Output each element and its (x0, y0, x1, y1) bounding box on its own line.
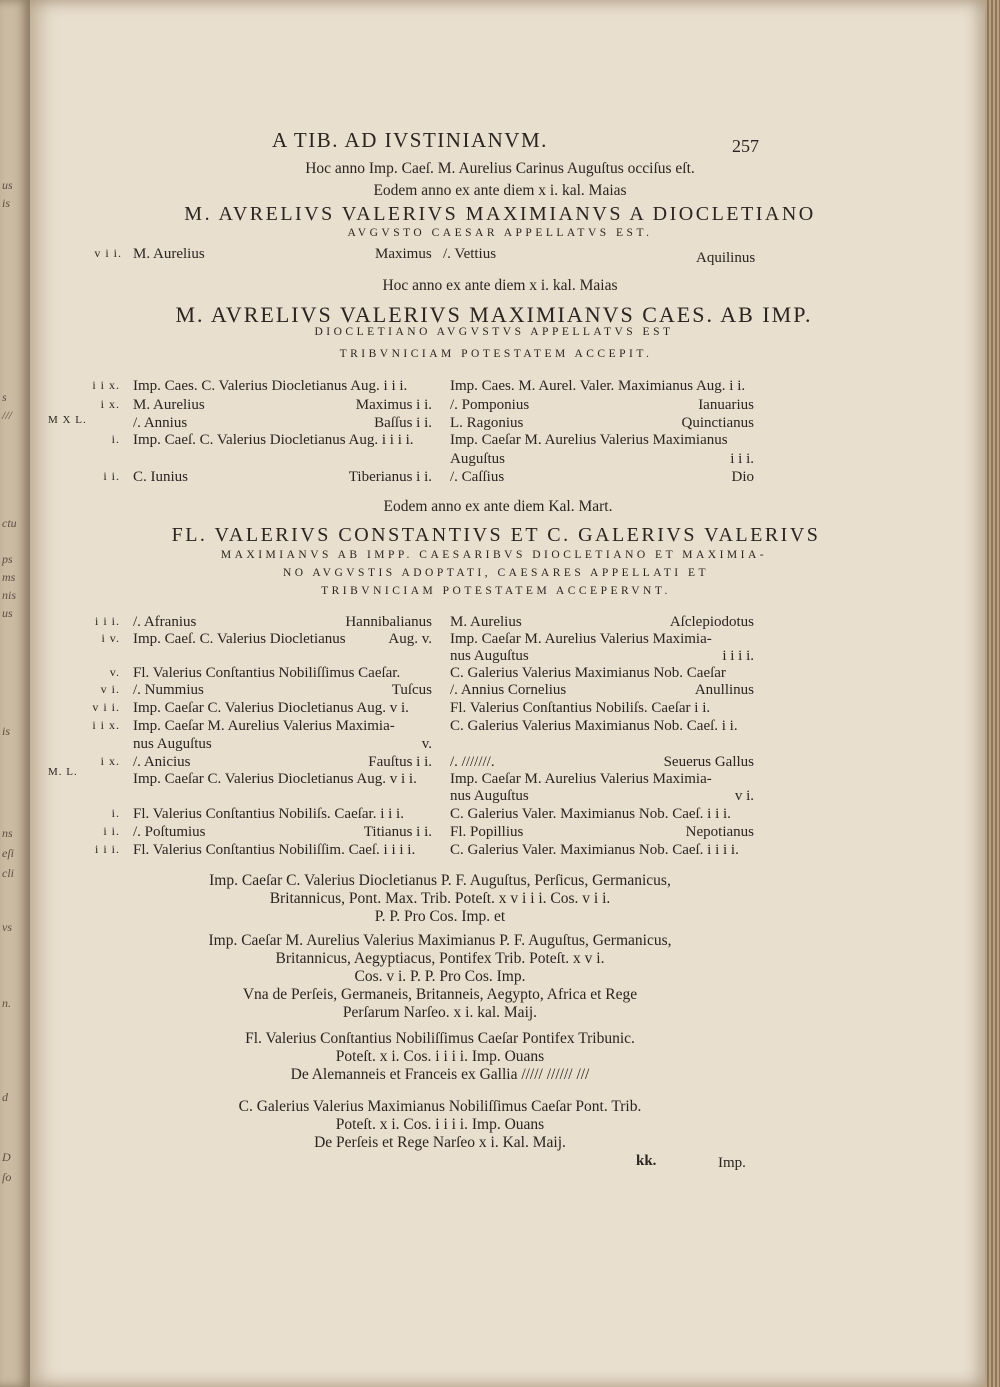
fasti-row (0, 700, 1000, 720)
consul-entry: Auguſtus (450, 451, 506, 467)
consul-cognomen: Maximus (375, 246, 432, 262)
facing-page-fragment: n. (2, 996, 11, 1010)
consul-entry: L. Ragonius (450, 415, 524, 431)
section3-subtitle: MAXIMIANVS AB IMPP. CAESARIBVS DIOCLETIANO ET MAXIMIA- (220, 549, 768, 561)
consul-entry: Imp. Caeſar C. Valerius Diocletianus Aug. v i i. (133, 771, 417, 787)
consul-entry: C. Galerius Valerius Maximianus Nob. Caeſar (450, 665, 726, 681)
consul-entry-right: Quinctianus (681, 415, 754, 431)
consul-entry: nus Auguſtus (133, 736, 212, 752)
consul-entry-right: Ianuarius (698, 397, 754, 413)
consul-entry-right: Baſſus i i. (374, 415, 432, 431)
consul-entry: C. Iunius (133, 469, 189, 485)
consul-entry: /. Nummius (133, 682, 204, 698)
facing-page-fragment: ctu (2, 516, 17, 530)
fasti-row (0, 397, 1000, 417)
consul-entry-right: Hannibalianus (345, 614, 432, 630)
consul-name: /. Vettius (443, 246, 497, 262)
consul-entry: /. Caſſius (450, 469, 505, 485)
consul-entry: Fl. Valerius Conſtantius Nobiliſſimus Caeſar. (133, 665, 401, 681)
consul-entry: Imp. Caeſar M. Aurelius Valerius Maximia- (450, 631, 712, 647)
fasti-row (0, 246, 1000, 266)
year-number: i. (111, 806, 120, 820)
consul-entry-right: Maximus i i. (355, 397, 432, 413)
consul-entry: Imp. Caeſar M. Aurelius Valerius Maximianus (450, 432, 728, 448)
consul-entry-right: Seuerus Gallus (663, 754, 754, 770)
consul-entry: Imp. Caes. C. Valerius Diocletianus Aug. i i i. (133, 378, 408, 394)
triumph-line: De Alemanneis et Franceis ex Gallia ///// ////// /// (290, 1066, 590, 1083)
fasti-row (0, 736, 1000, 756)
consul-entry: Fl. Valerius Conſtantius Nobiliſſim. Caeſ. i i i i. (133, 842, 416, 858)
facing-page-fragment: nis (2, 588, 17, 602)
running-title: A TIB. AD IVSTINIANVM. (272, 128, 548, 152)
year-number: i i. (103, 824, 120, 838)
consul-entry-right: Nepotianus (685, 824, 754, 840)
consul-entry-right: Fauſtus i i. (368, 754, 432, 770)
section2-subtitle: DIOCLETIANO AVGVSTVS APPELLATVS EST (314, 326, 674, 338)
consul-entry-right: Tuſcus (391, 682, 432, 698)
page-number: 257 (732, 136, 759, 156)
consul-entry: C. Galerius Valer. Maximianus Nob. Caeſ. i i i i. (450, 842, 739, 858)
section2-title: M. AVRELIVS VALERIVS MAXIMIANVS CAES. AB IMP. (175, 302, 813, 327)
consul-entry: Fl. Valerius Conſtantius Nobiliſs. Caeſar. i i i. (133, 806, 404, 822)
year-number: v i i. (92, 700, 120, 714)
triumph-line: Cos. v i. P. P. Pro Cos. Imp. (354, 968, 526, 985)
triumph-line: Fl. Valerius Conſtantius Nobiliſſimus Caeſar Pontifex Tribunic. (245, 1030, 635, 1047)
section3-title: FL. VALERIVS CONSTANTIVS ET C. GALERIVS VALERIVS (171, 524, 821, 546)
fasti-row (0, 824, 1000, 844)
consul-entry: Imp. Caeſar C. Valerius Diocletianus Aug. v i. (133, 700, 409, 716)
consul-entry: Imp. Caeſ. C. Valerius Diocletianus (133, 631, 346, 647)
consul-entry: nus Auguſtus (450, 648, 529, 664)
consul-entry: M. Aurelius (133, 397, 205, 413)
triumph-line: Vna de Perſeis, Germaneis, Britanneis, Aegypto, Africa et Rege (242, 986, 638, 1003)
consul-entry: /. Anicius (133, 754, 191, 770)
triumph-line: Britannicus, Aegyptiacus, Pontifex Trib. Poteſt. x v i. (275, 950, 605, 967)
facing-page-fragment: ſo (2, 1170, 12, 1184)
triumph-line: C. Galerius Valerius Maximianus Nobiliſſimus Caeſar Pont. Trib. (238, 1098, 642, 1115)
triumph-line: De Perſeis et Rege Narſeo x i. Kal. Maij. (314, 1134, 566, 1151)
fasti-row (0, 432, 1000, 452)
year-number: v i i. (94, 246, 122, 260)
fasti-row (0, 788, 1000, 808)
facing-page-fragment: cli (2, 866, 14, 880)
facing-page-fragment: us (2, 606, 13, 620)
triumph-line: Britannicus, Pont. Max. Trib. Poteſt. x v i i i. Cos. v i i. (269, 890, 611, 907)
facing-page-fragment: is (2, 724, 11, 738)
consul-entry-right: Titianus i i. (363, 824, 432, 840)
consul-entry: Fl. Valerius Conſtantius Nobiliſs. Caeſar i i. (450, 700, 711, 716)
consul-entry-right: Aug. v. (388, 631, 432, 647)
fasti-row (0, 469, 1000, 489)
consul-entry-right: i i i i. (722, 648, 754, 664)
section1-line2: Eodem anno ex ante diem x i. kal. Maias (373, 182, 627, 199)
facing-page-fragment: d (2, 1090, 8, 1104)
section2-subtitle: TRIBVNICIAM POTESTATEM ACCEPIT. (339, 348, 653, 360)
section3-line1: Eodem anno ex ante diem Kal. Mart. (383, 498, 613, 515)
consul-entry: Imp. Caeſar M. Aurelius Valerius Maximia- (133, 718, 395, 734)
section1-title: M. AVRELIVS VALERIVS MAXIMIANVS A DIOCLETIANO (184, 203, 816, 225)
consul-entry: C. Galerius Valerius Maximianus Nob. Caeſ. i i. (450, 718, 738, 734)
consul-entry-right: Anullinus (694, 682, 754, 698)
facing-page-fragment: ms (2, 570, 16, 584)
triumph-line: P. P. Pro Cos. Imp. et (374, 908, 506, 925)
section1-subtitle: AVGVSTO CAESAR APPELLATVS EST. (347, 227, 653, 239)
facing-page-fragment: eſi (2, 846, 14, 860)
year-number: i i x. (92, 718, 120, 732)
consul-entry: /. Pomponius (450, 397, 530, 413)
consul-entry: Imp. Caeſ. C. Valerius Diocletianus Aug. i i i i. (133, 432, 414, 448)
consul-entry: Fl. Popillius (450, 824, 524, 840)
year-number: i i x. (92, 378, 120, 392)
triumph-line: Perſarum Narſeo. x i. kal. Maij. (342, 1004, 538, 1021)
consul-entry: Imp. Caeſar M. Aurelius Valerius Maximia- (450, 771, 712, 787)
facing-page-fragment: D (2, 1150, 11, 1164)
consul-entry: Imp. Caes. M. Aurel. Valer. Maximianus Aug. i i. (450, 378, 746, 394)
facing-page-fragment: us (2, 178, 13, 192)
section3-subtitle: TRIBVNICIAM POTESTATEM ACCEPERVNT. (321, 585, 671, 597)
facing-page-fragment: ns (2, 826, 13, 840)
fasti-row (0, 451, 1000, 471)
fasti-row (0, 682, 1000, 702)
consul-entry: /. Afranius (133, 614, 197, 630)
consul-entry: M. Aurelius (450, 614, 522, 630)
facing-page-fragment: s (2, 390, 7, 404)
year-number: i x. (100, 397, 120, 411)
year-number: i. (111, 432, 120, 446)
consul-entry-right: Dio (731, 469, 754, 485)
section2-line1: Hoc anno ex ante diem x i. kal. Maias (382, 277, 618, 294)
catchword: Imp. (718, 1155, 746, 1171)
fasti-row (0, 378, 1000, 398)
margin-note: M X L. (48, 414, 87, 426)
year-number: v. (109, 665, 120, 679)
year-number: i i. (103, 469, 120, 483)
consul-entry: /. Annius (133, 415, 188, 431)
section1-line1: Hoc anno Imp. Caeſ. M. Aurelius Carinus Auguſtus occiſus eſt. (305, 160, 695, 177)
consul-entry-right: Aſclepiodotus (669, 614, 754, 630)
triumph-line: Poteſt. x i. Cos. i i i i. Imp. Ouans (335, 1048, 545, 1065)
triumph-line: Poteſt. x i. Cos. i i i i. Imp. Ouans (335, 1116, 545, 1133)
triumph-line: Imp. Caeſar C. Valerius Diocletianus P. F. Auguſtus, Perſicus, Germanicus, (209, 872, 671, 889)
consul-entry: C. Galerius Valer. Maximianus Nob. Caeſ. i i i. (450, 806, 731, 822)
consul-entry: /. Poſtumius (133, 824, 206, 840)
consul-cognomen: Aquilinus (696, 250, 756, 266)
year-number: i i i. (94, 614, 120, 628)
consul-entry: /. Annius Cornelius (450, 682, 567, 698)
facing-page-fragment: vs (2, 920, 12, 934)
section3-subtitle: NO AVGVSTIS ADOPTATI, CAESARES APPELLATI ET (282, 567, 710, 579)
triumph-line: Imp. Caeſar M. Aurelius Valerius Maximianus P. F. Auguſtus, Germanicus, (208, 932, 672, 949)
fasti-row (0, 718, 1000, 738)
consul-name: M. Aurelius (133, 246, 205, 262)
facing-page-fragment: ps (2, 552, 13, 566)
consul-entry-right: i i i. (730, 451, 754, 467)
consul-entry-right: Tiberianus i i. (348, 469, 432, 485)
year-number: i i i. (94, 842, 120, 856)
fasti-row (0, 806, 1000, 826)
margin-note: M. L. (48, 766, 78, 778)
consul-entry: nus Auguſtus (450, 788, 529, 804)
facing-page-fragment: /// (2, 408, 13, 422)
consul-entry: /. ///////. (450, 754, 495, 770)
year-number: v i. (100, 682, 120, 696)
signature-mark: kk. (636, 1153, 657, 1169)
fasti-row (0, 842, 1000, 862)
facing-page-fragment: is (2, 196, 11, 210)
year-number: i v. (101, 631, 120, 645)
consul-entry-right: v i. (734, 788, 754, 804)
consul-entry-right: v. (421, 736, 432, 752)
year-number: i x. (100, 754, 120, 768)
